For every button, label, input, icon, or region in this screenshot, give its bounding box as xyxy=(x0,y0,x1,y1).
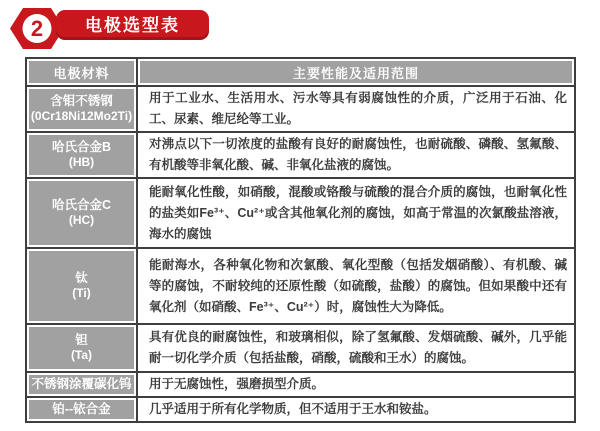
material-cell xyxy=(26,178,137,248)
column-header-performance: 主要性能及适用范围 xyxy=(137,58,575,86)
table-row xyxy=(26,324,575,372)
column-header-material: 电极材料 xyxy=(26,58,137,86)
material-cell xyxy=(26,372,137,397)
badge-number: 2 xyxy=(30,16,44,41)
table-row xyxy=(26,248,575,324)
description-cell: 用于无腐蚀性，强磨损型介质。 xyxy=(137,372,575,397)
material-cell xyxy=(26,132,137,178)
material-name: 哈氏合金B xyxy=(51,140,112,155)
material-code: (Ta) xyxy=(70,348,93,363)
table-row xyxy=(26,372,575,397)
description-cell: 能耐海水，各种氧化物和次氯酸、氧化型酸（包括发烟硝酸）、有机酸、碱等的腐蚀，不耐较纯的还原性酸（如硫酸，盐酸）的腐蚀。但如果酸中还有氧化剂（如硝酸、Fe³⁺、Cu²⁺）时，腐蚀性大为降低。 xyxy=(137,248,575,324)
description-cell: 能耐氧化性酸，如硝酸，混酸或铬酸与硫酸的混合介质的腐蚀，也耐氧化性的盐类如Fe³⁺、Cu²⁺或含其他氧化剂的腐蚀，如高于常温的次氯酸盐溶液，海水的腐蚀 xyxy=(137,178,575,248)
table-row xyxy=(26,397,575,422)
material-code: (0Cr18Ni12Mo2Ti) xyxy=(30,109,133,124)
material-code: (HC) xyxy=(68,213,95,228)
material-name: 钛 xyxy=(75,271,88,286)
material-cell xyxy=(26,86,137,132)
description-cell: 具有优良的耐腐蚀性，和玻璃相似，除了氢氟酸、发烟硫酸、碱外，几乎能耐一切化学介质（包括盐酸，硝酸，硫酸和王水）的腐蚀。 xyxy=(137,324,575,372)
material-name: 铂--铱合金 xyxy=(52,402,111,417)
page-title: 电极选型表 xyxy=(85,15,180,35)
material-cell xyxy=(26,324,137,372)
description-cell: 几乎适用于所有化学物质，但不适用于王水和铵盐。 xyxy=(137,397,575,422)
section-title-banner xyxy=(56,10,209,40)
description-cell: 用于工业水、生活用水、污水等具有弱腐蚀性的介质，广泛用于石油、化工、尿素、维尼纶等工业。 xyxy=(137,86,575,132)
material-name: 钽 xyxy=(75,333,88,348)
table-row xyxy=(26,178,575,248)
table-row xyxy=(26,86,575,132)
material-name: 哈氏合金C xyxy=(51,198,112,213)
material-cell xyxy=(26,397,137,422)
table-header-row xyxy=(26,58,575,86)
table-row xyxy=(26,132,575,178)
material-name: 含钼不锈钢 xyxy=(50,94,113,109)
material-code: (HB) xyxy=(68,155,95,170)
material-cell xyxy=(26,248,137,324)
electrode-selection-table xyxy=(25,57,576,423)
description-cell: 对沸点以下一切浓度的盐酸有良好的耐腐蚀性，也耐硫酸、磷酸、氢氟酸、有机酸等非氧化酸、碱、非氧化盐液的腐蚀。 xyxy=(137,132,575,178)
header-section xyxy=(0,0,600,57)
material-name: 不锈钢涂覆碳化钨 xyxy=(31,377,132,392)
material-code: (Ti) xyxy=(72,286,91,301)
